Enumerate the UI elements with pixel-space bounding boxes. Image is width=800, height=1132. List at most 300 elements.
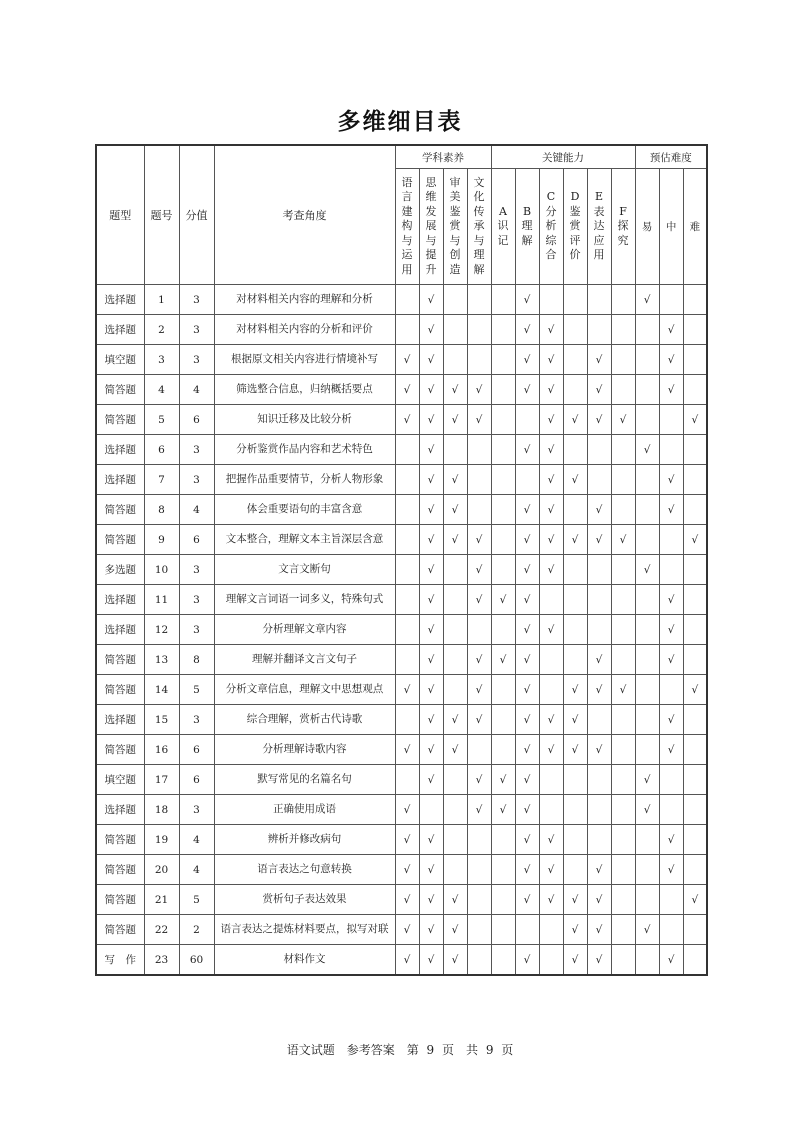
empty-cell (659, 555, 683, 585)
empty-cell (395, 285, 419, 315)
score-cell: 3 (179, 345, 214, 375)
empty-cell (443, 345, 467, 375)
check-mark-cell: √ (515, 285, 539, 315)
empty-cell (563, 585, 587, 615)
check-mark-cell: √ (539, 855, 563, 885)
empty-cell (683, 825, 707, 855)
header-ability-2 (515, 169, 539, 285)
check-mark-cell: √ (587, 645, 611, 675)
check-mark-cell: √ (611, 675, 635, 705)
check-mark-cell: √ (515, 945, 539, 976)
empty-cell (635, 885, 659, 915)
question-type-cell: 简答题 (96, 405, 144, 435)
empty-cell (635, 645, 659, 675)
check-mark-cell: √ (515, 855, 539, 885)
empty-cell (491, 345, 515, 375)
header-ability-3 (539, 169, 563, 285)
empty-cell (635, 315, 659, 345)
check-mark-cell: √ (563, 675, 587, 705)
check-mark-cell: √ (587, 525, 611, 555)
check-mark-cell: √ (539, 615, 563, 645)
empty-cell (563, 615, 587, 645)
empty-cell (659, 525, 683, 555)
empty-cell (587, 765, 611, 795)
empty-cell (491, 465, 515, 495)
score-cell: 6 (179, 765, 214, 795)
empty-cell (467, 495, 491, 525)
check-mark-cell: √ (515, 675, 539, 705)
check-mark-cell: √ (419, 675, 443, 705)
empty-cell (611, 315, 635, 345)
table-row (96, 645, 707, 675)
empty-cell (611, 615, 635, 645)
score-cell: 5 (179, 675, 214, 705)
question-type-cell: 选择题 (96, 795, 144, 825)
empty-cell (683, 555, 707, 585)
score-cell: 3 (179, 315, 214, 345)
check-mark-cell: √ (395, 735, 419, 765)
check-mark-cell: √ (419, 345, 443, 375)
check-mark-cell: √ (491, 765, 515, 795)
check-mark-cell: √ (563, 705, 587, 735)
empty-cell (467, 615, 491, 645)
check-mark-cell: √ (587, 405, 611, 435)
empty-cell (539, 585, 563, 615)
question-number-cell: 10 (144, 555, 179, 585)
check-mark-cell: √ (515, 315, 539, 345)
empty-cell (587, 585, 611, 615)
check-mark-cell: √ (515, 645, 539, 675)
check-mark-cell: √ (587, 735, 611, 765)
check-mark-cell: √ (563, 525, 587, 555)
check-mark-cell: √ (419, 495, 443, 525)
empty-cell (587, 825, 611, 855)
check-mark-cell: √ (659, 645, 683, 675)
empty-cell (611, 915, 635, 945)
question-number-cell: 11 (144, 585, 179, 615)
check-mark-cell: √ (515, 525, 539, 555)
check-mark-cell: √ (419, 375, 443, 405)
empty-cell (443, 285, 467, 315)
question-number-cell: 1 (144, 285, 179, 315)
empty-cell (659, 885, 683, 915)
check-mark-cell: √ (659, 825, 683, 855)
empty-cell (635, 705, 659, 735)
check-mark-cell: √ (467, 765, 491, 795)
empty-cell (659, 765, 683, 795)
empty-cell (587, 615, 611, 645)
check-mark-cell: √ (659, 615, 683, 645)
check-mark-cell: √ (515, 345, 539, 375)
check-mark-cell: √ (635, 435, 659, 465)
empty-cell (539, 915, 563, 945)
question-type-cell: 填空题 (96, 765, 144, 795)
check-mark-cell: √ (587, 915, 611, 945)
check-mark-cell: √ (419, 915, 443, 945)
table-row (96, 315, 707, 345)
empty-cell (395, 465, 419, 495)
header-ability-2-label: B理解 (521, 204, 533, 247)
check-mark-cell: √ (659, 315, 683, 345)
check-mark-cell: √ (635, 795, 659, 825)
question-type-cell: 选择题 (96, 315, 144, 345)
check-mark-cell: √ (395, 915, 419, 945)
table-row (96, 375, 707, 405)
empty-cell (635, 405, 659, 435)
check-mark-cell: √ (467, 375, 491, 405)
assessment-aspect-cell: 默写常见的名篇名句 (214, 765, 395, 795)
empty-cell (683, 705, 707, 735)
question-number-cell: 16 (144, 735, 179, 765)
empty-cell (467, 945, 491, 976)
empty-cell (443, 825, 467, 855)
check-mark-cell: √ (683, 885, 707, 915)
check-mark-cell: √ (659, 945, 683, 976)
question-type-cell: 选择题 (96, 615, 144, 645)
empty-cell (683, 285, 707, 315)
table-row (96, 525, 707, 555)
empty-cell (563, 345, 587, 375)
empty-cell (491, 945, 515, 976)
check-mark-cell: √ (443, 735, 467, 765)
question-number-cell: 2 (144, 315, 179, 345)
score-cell: 3 (179, 615, 214, 645)
empty-cell (611, 555, 635, 585)
check-mark-cell: √ (539, 405, 563, 435)
check-mark-cell: √ (419, 885, 443, 915)
score-cell: 6 (179, 525, 214, 555)
assessment-aspect-cell: 文言文断句 (214, 555, 395, 585)
empty-cell (683, 435, 707, 465)
assessment-aspect-cell: 理解并翻译文言文句子 (214, 645, 395, 675)
empty-cell (563, 315, 587, 345)
check-mark-cell: √ (491, 585, 515, 615)
empty-cell (611, 705, 635, 735)
empty-cell (467, 285, 491, 315)
check-mark-cell: √ (587, 885, 611, 915)
check-mark-cell: √ (515, 705, 539, 735)
header-literacy-3 (443, 169, 467, 285)
check-mark-cell: √ (515, 555, 539, 585)
check-mark-cell: √ (659, 855, 683, 885)
table-row (96, 585, 707, 615)
score-cell: 8 (179, 645, 214, 675)
empty-cell (611, 825, 635, 855)
assessment-aspect-cell: 体会重要语句的丰富含意 (214, 495, 395, 525)
check-mark-cell: √ (443, 945, 467, 976)
empty-cell (563, 495, 587, 525)
check-mark-cell: √ (395, 345, 419, 375)
empty-cell (683, 855, 707, 885)
check-mark-cell: √ (539, 735, 563, 765)
header-question-type: 题型 (96, 145, 144, 285)
empty-cell (491, 525, 515, 555)
check-mark-cell: √ (635, 555, 659, 585)
check-mark-cell: √ (491, 645, 515, 675)
empty-cell (395, 435, 419, 465)
score-cell: 6 (179, 735, 214, 765)
question-number-cell: 9 (144, 525, 179, 555)
page-title: 多维细目表 (337, 109, 463, 135)
empty-cell (395, 705, 419, 735)
page-footer: 语文试题 参考答案 第 9 页 共 9 页 (286, 1043, 514, 1057)
check-mark-cell: √ (395, 375, 419, 405)
check-mark-cell: √ (539, 825, 563, 855)
empty-cell (683, 795, 707, 825)
check-mark-cell: √ (539, 495, 563, 525)
check-mark-cell: √ (419, 285, 443, 315)
question-number-cell: 13 (144, 645, 179, 675)
question-type-cell: 简答题 (96, 885, 144, 915)
question-type-cell: 简答题 (96, 645, 144, 675)
empty-cell (467, 735, 491, 765)
check-mark-cell: √ (539, 435, 563, 465)
assessment-aspect-cell: 语言表达之提炼材料要点，拟写对联 (214, 915, 395, 945)
empty-cell (635, 465, 659, 495)
empty-cell (611, 435, 635, 465)
specification-table (95, 144, 708, 976)
check-mark-cell: √ (443, 915, 467, 945)
empty-cell (491, 885, 515, 915)
empty-cell (683, 465, 707, 495)
check-mark-cell: √ (419, 615, 443, 645)
empty-cell (683, 645, 707, 675)
empty-cell (563, 285, 587, 315)
check-mark-cell: √ (539, 375, 563, 405)
check-mark-cell: √ (419, 945, 443, 976)
table-row (96, 345, 707, 375)
score-cell: 4 (179, 825, 214, 855)
check-mark-cell: √ (611, 525, 635, 555)
question-type-cell: 选择题 (96, 585, 144, 615)
empty-cell (659, 405, 683, 435)
question-type-cell: 简答题 (96, 525, 144, 555)
empty-cell (611, 495, 635, 525)
empty-cell (659, 795, 683, 825)
empty-cell (659, 675, 683, 705)
header-question-number: 题号 (144, 145, 179, 285)
header-ability-5 (587, 169, 611, 285)
check-mark-cell: √ (467, 645, 491, 675)
empty-cell (515, 915, 539, 945)
header-ability-1-label: A识记 (497, 204, 509, 247)
question-number-cell: 19 (144, 825, 179, 855)
empty-cell (563, 825, 587, 855)
check-mark-cell: √ (443, 885, 467, 915)
score-cell: 6 (179, 405, 214, 435)
header-ability-4-label: D鉴赏评价 (569, 190, 581, 262)
question-type-cell: 简答题 (96, 375, 144, 405)
assessment-aspect-cell: 分析理解诗歌内容 (214, 735, 395, 765)
empty-cell (491, 855, 515, 885)
check-mark-cell: √ (563, 915, 587, 945)
assessment-aspect-cell: 筛选整合信息，归纳概括要点 (214, 375, 395, 405)
assessment-aspect-cell: 赏析句子表达效果 (214, 885, 395, 915)
check-mark-cell: √ (587, 945, 611, 976)
score-cell: 3 (179, 465, 214, 495)
empty-cell (563, 855, 587, 885)
empty-cell (419, 795, 443, 825)
question-type-cell: 简答题 (96, 675, 144, 705)
check-mark-cell: √ (467, 795, 491, 825)
empty-cell (563, 765, 587, 795)
score-cell: 3 (179, 705, 214, 735)
empty-cell (611, 795, 635, 825)
question-number-cell: 12 (144, 615, 179, 645)
question-type-cell: 写 作 (96, 945, 144, 976)
assessment-aspect-cell: 分析文章信息，理解文中思想观点 (214, 675, 395, 705)
empty-cell (539, 285, 563, 315)
check-mark-cell: √ (659, 585, 683, 615)
check-mark-cell: √ (419, 405, 443, 435)
check-mark-cell: √ (683, 675, 707, 705)
empty-cell (683, 345, 707, 375)
question-type-cell: 多选题 (96, 555, 144, 585)
check-mark-cell: √ (683, 405, 707, 435)
question-number-cell: 15 (144, 705, 179, 735)
empty-cell (515, 405, 539, 435)
empty-cell (611, 855, 635, 885)
question-type-cell: 选择题 (96, 705, 144, 735)
table-row (96, 555, 707, 585)
check-mark-cell: √ (587, 495, 611, 525)
question-type-cell: 选择题 (96, 465, 144, 495)
question-type-cell: 选择题 (96, 435, 144, 465)
empty-cell (491, 435, 515, 465)
check-mark-cell: √ (467, 525, 491, 555)
check-mark-cell: √ (419, 735, 443, 765)
empty-cell (587, 705, 611, 735)
empty-cell (539, 945, 563, 976)
check-mark-cell: √ (515, 825, 539, 855)
check-mark-cell: √ (395, 945, 419, 976)
question-type-cell: 填空题 (96, 345, 144, 375)
check-mark-cell: √ (515, 585, 539, 615)
check-mark-cell: √ (395, 885, 419, 915)
empty-cell (587, 795, 611, 825)
check-mark-cell: √ (395, 855, 419, 885)
question-number-cell: 21 (144, 885, 179, 915)
empty-cell (635, 495, 659, 525)
empty-cell (467, 315, 491, 345)
empty-cell (611, 885, 635, 915)
empty-cell (395, 525, 419, 555)
empty-cell (611, 585, 635, 615)
empty-cell (587, 435, 611, 465)
header-literacy-1 (395, 169, 419, 285)
empty-cell (443, 615, 467, 645)
score-cell: 3 (179, 555, 214, 585)
check-mark-cell: √ (395, 405, 419, 435)
question-number-cell: 18 (144, 795, 179, 825)
empty-cell (491, 315, 515, 345)
empty-cell (395, 555, 419, 585)
empty-cell (443, 555, 467, 585)
empty-cell (443, 795, 467, 825)
group-estimated-difficulty: 预估难度 (635, 145, 707, 169)
empty-cell (491, 405, 515, 435)
check-mark-cell: √ (419, 705, 443, 735)
check-mark-cell: √ (659, 495, 683, 525)
group-subject-literacy: 学科素养 (395, 145, 491, 169)
empty-cell (443, 315, 467, 345)
empty-cell (683, 945, 707, 976)
score-cell: 3 (179, 795, 214, 825)
empty-cell (683, 765, 707, 795)
check-mark-cell: √ (587, 345, 611, 375)
check-mark-cell: √ (515, 765, 539, 795)
question-number-cell: 14 (144, 675, 179, 705)
check-mark-cell: √ (515, 495, 539, 525)
empty-cell (491, 615, 515, 645)
check-mark-cell: √ (587, 855, 611, 885)
empty-cell (467, 465, 491, 495)
check-mark-cell: √ (635, 765, 659, 795)
empty-cell (491, 675, 515, 705)
empty-cell (611, 645, 635, 675)
check-mark-cell: √ (635, 915, 659, 945)
assessment-aspect-cell: 材料作文 (214, 945, 395, 976)
check-mark-cell: √ (539, 525, 563, 555)
table-row (96, 405, 707, 435)
check-mark-cell: √ (443, 495, 467, 525)
header-score: 分值 (179, 145, 214, 285)
empty-cell (587, 465, 611, 495)
header-difficulty-3 (683, 169, 707, 285)
check-mark-cell: √ (467, 585, 491, 615)
empty-cell (395, 645, 419, 675)
question-type-cell: 简答题 (96, 915, 144, 945)
check-mark-cell: √ (659, 735, 683, 765)
empty-cell (659, 285, 683, 315)
check-mark-cell: √ (419, 525, 443, 555)
empty-cell (539, 675, 563, 705)
question-number-cell: 8 (144, 495, 179, 525)
check-mark-cell: √ (395, 675, 419, 705)
header-ability-6-label: F探究 (617, 204, 629, 247)
empty-cell (683, 735, 707, 765)
empty-cell (563, 435, 587, 465)
header-literacy-4 (467, 169, 491, 285)
check-mark-cell: √ (419, 855, 443, 885)
check-mark-cell: √ (563, 945, 587, 976)
empty-cell (467, 825, 491, 855)
score-cell: 4 (179, 375, 214, 405)
table-row (96, 765, 707, 795)
table-row (96, 825, 707, 855)
empty-cell (683, 315, 707, 345)
empty-cell (563, 795, 587, 825)
question-type-cell: 简答题 (96, 495, 144, 525)
check-mark-cell: √ (563, 885, 587, 915)
check-mark-cell: √ (443, 465, 467, 495)
score-cell: 3 (179, 435, 214, 465)
empty-cell (467, 345, 491, 375)
header-difficulty-1 (635, 169, 659, 285)
check-mark-cell: √ (563, 405, 587, 435)
assessment-aspect-cell: 理解文言词语一词多义，特殊句式 (214, 585, 395, 615)
header-literacy-2 (419, 169, 443, 285)
empty-cell (395, 615, 419, 645)
table-row (96, 435, 707, 465)
empty-cell (611, 285, 635, 315)
empty-cell (491, 735, 515, 765)
question-number-cell: 20 (144, 855, 179, 885)
check-mark-cell: √ (515, 375, 539, 405)
check-mark-cell: √ (467, 555, 491, 585)
empty-cell (491, 825, 515, 855)
empty-cell (683, 495, 707, 525)
